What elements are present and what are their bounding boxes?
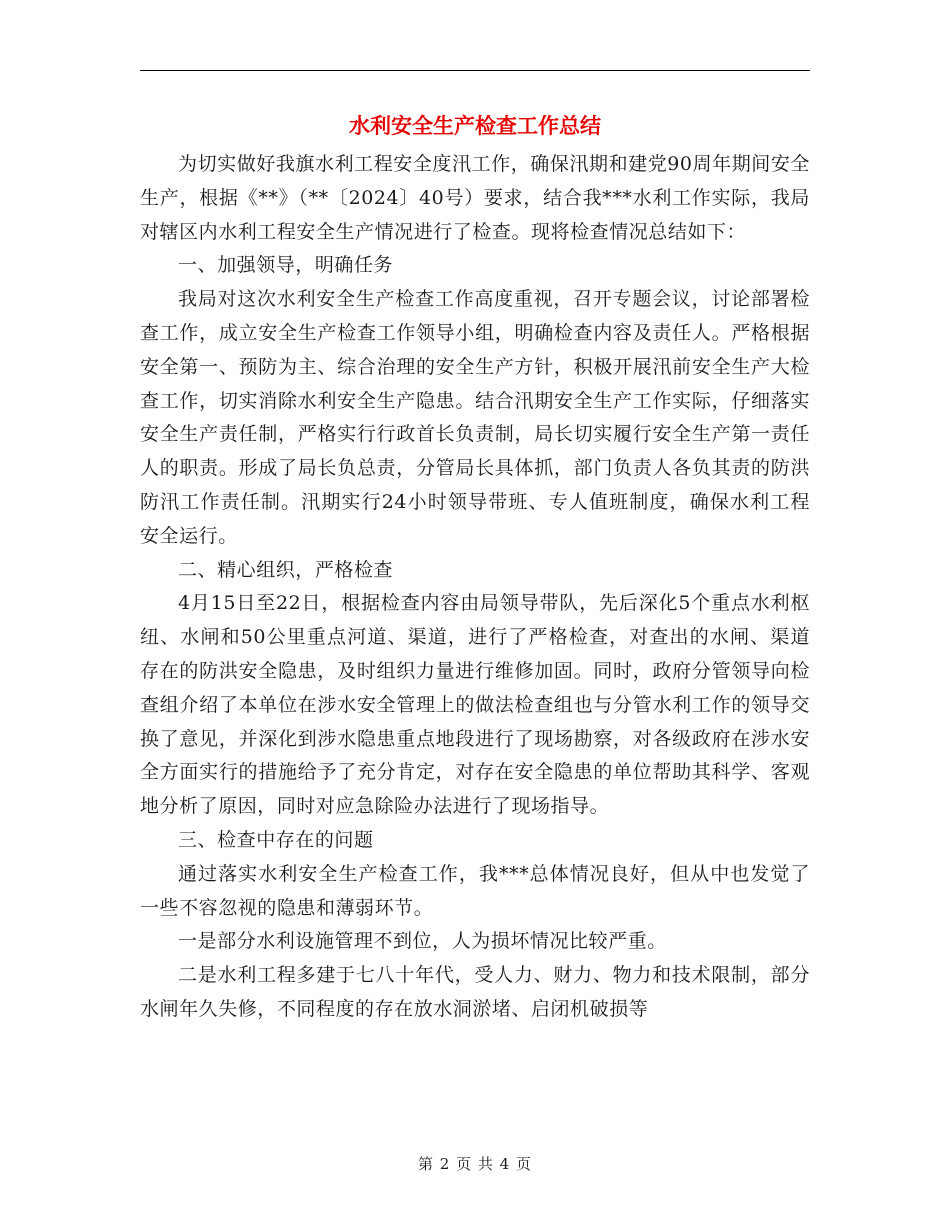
section-heading-1: 一、加强领导，明确任务 — [178, 254, 394, 277]
section-heading-3: 三、检查中存在的问题 — [178, 828, 374, 851]
problem-item-2: 二是水利工程多建于七八十年代，受人力、财力、物力和技术限制，部分水闸年久失修，不同程度的存在放水洞淤堵、启闭机破损等 — [140, 964, 810, 1020]
header-rule — [140, 70, 810, 71]
section-heading-2: 二、精心组织，严格检查 — [178, 558, 394, 581]
section-2-paragraph: 4月15日至22日，根据检查内容由局领导带队，先后深化5个重点水利枢纽、水闸和50公里重点河道、渠道，进行了严格检查，对查出的水闸、渠道存在的防洪安全隐患，及时组织力量进行维修加固。同时，政府分管领导向检查组介绍了本单位在涉水安全管理上的做法检查组也与分管水利工作的领导交换了意见，并深化到涉水隐患重点地段进行了现场勘察，对各级政府在涉水安全方面实行的措施给予了充分肯定，对存在安全隐患的单位帮助其科学、客观地分析了原因，同时对应急除险办法进行了现场指导。 — [140, 592, 810, 818]
document-body — [140, 148, 810, 1027]
section-1-paragraph: 我局对这次水利安全生产检查工作高度重视，召开专题会议，讨论部署检查工作，成立安全生产检查工作领导小组，明确检查内容及责任人。严格根据安全第一、预防为主、综合治理的安全生产方针，积极开展汛前安全生产大检查工作，切实消除水利安全生产隐患。结合汛期安全生产工作实际，仔细落实安全生产责任制，严格实行行政首长负责制，局长切实履行安全生产第一责任人的职责。形成了局长负总责，分管局长具体抓，部门负责人各负其责的防洪防汛工作责任制。汛期实行24小时领导带班、专人值班制度，确保水利工程安全运行。 — [140, 288, 810, 547]
intro-paragraph: 为切实做好我旗水利工程安全度汛工作，确保汛期和建党90周年期间安全生产，根据《**》（**〔2024〕40号）要求，结合我***水利工作实际，我局对辖区内水利工程安全生产情况进行了检查。现将检查情况总结如下： — [140, 153, 810, 243]
document-title: 水利安全生产检查工作总结 — [349, 113, 601, 138]
problem-item-1: 一是部分水利设施管理不到位，人为损坏情况比较严重。 — [178, 930, 667, 953]
section-3-paragraph: 通过落实水利安全生产检查工作，我***总体情况良好，但从中也发觉了一些不容忽视的隐患和薄弱环节。 — [140, 862, 810, 919]
page-number-footer: 第 2 页 共 4 页 — [418, 1155, 532, 1173]
